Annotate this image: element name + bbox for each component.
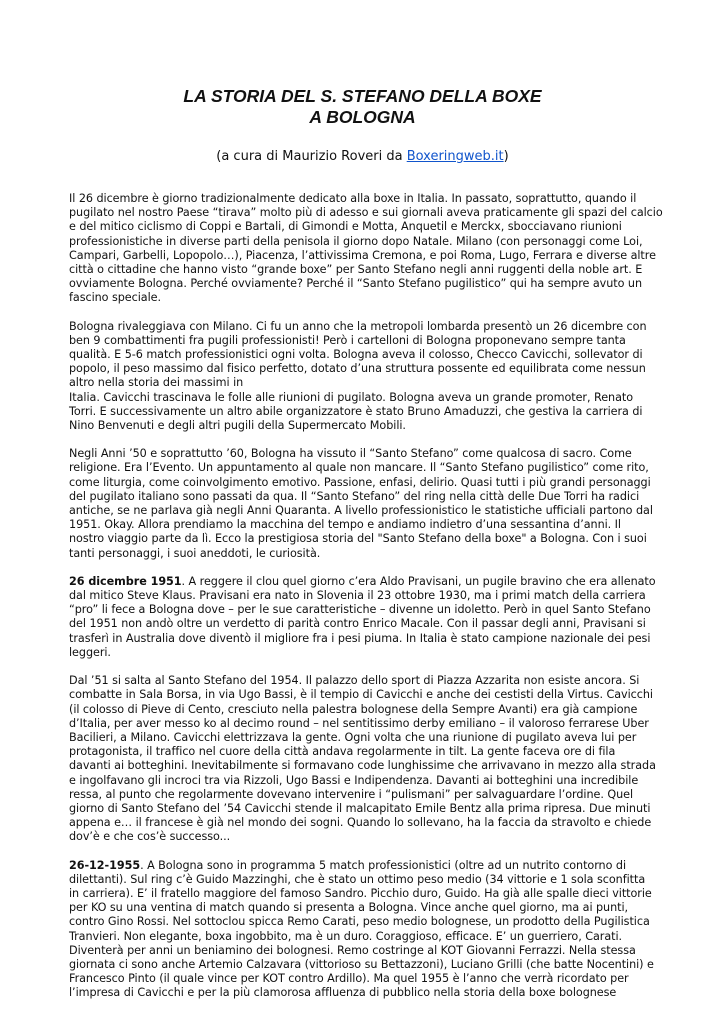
paragraph-line: dilettanti). Sul ring c’è Guido Mazzinghi, che è stato un ottimo peso medio (34 vittorie e 1 sola sconfitta — [69, 872, 646, 886]
paragraph-line: 26-12-1955. A Bologna sono in programma 5 match professionistici (oltre ad un nutrito contorno di — [69, 858, 627, 872]
credit-prefix: (a cura di Maurizio Roveri da — [216, 149, 407, 164]
article-paragraph — [69, 320, 659, 434]
paragraph-line: fascino speciale. — [69, 291, 161, 305]
paragraph-line: Campari, Garbelli, Lopopolo…), Piacenza, l’attivissima Cremona, e poi Roma, Lugo, Ferrara e diverse altre — [69, 248, 656, 262]
document-title-line-2: A BOLOGNA — [309, 107, 416, 127]
article-paragraph — [69, 575, 659, 660]
paragraph-line: ressa, al punto che regolarmente dovevano intervenire i “pulismani” per salvaguardare l’ordine. Quel — [69, 787, 634, 801]
paragraph-line: giorno di Santo Stefano del ’54 Cavicchi stende il malcapitato Emile Bentz alla prima ripresa. Due minuti — [69, 801, 651, 815]
paragraph-line: antiche, se ne parlava già negli Anni Quaranta. A livello professionistico le statistiche ufficiali partono dal — [69, 504, 653, 518]
paragraph-line: appena e… il francese è già nel mondo dei sogni. Quando lo sollevano, ha la faccia da stravolto e chiede — [69, 816, 652, 830]
article-paragraph — [69, 192, 663, 306]
paragraph-line: religione. Era l’Evento. Un appuntamento al quale non mancare. Il “Santo Stefano pugilistico” come rito, — [69, 461, 649, 475]
author-credit — [0, 148, 725, 166]
paragraph-line: 1951. Okay. Allora prendiamo la macchina del tempo e andiamo indietro d’una sessantina d’anni. Il — [69, 518, 621, 532]
paragraph-line: Dal ’51 si salta al Santo Stefano del 1954. Il palazzo dello sport di Piazza Azzarita non esiste ancora. Si — [69, 674, 640, 688]
paragraph-line: protagonista, il traffico nel cuore della città andava regolarmente in tilt. La gente faceva ore di fila — [69, 745, 616, 759]
paragraph-line: d’Italia, per aver messo ko al decimo round – nel sentitissimo derby emiliano – il valoroso ferrarese Uber — [69, 716, 649, 730]
paragraph-date-lead: 26-12-1955 — [69, 858, 141, 872]
source-link[interactable]: Boxeringweb.it — [406, 149, 504, 164]
paragraph-line: contro Gino Rossi. Nel sottoclou spicca Remo Carati, peso medio bolognese, un prodotto della Pugilistica — [69, 915, 650, 929]
paragraph-line: popolo, il peso massimo dal fisico perfetto, dotato d’una struttura possente ed equilibrata come nessun — [69, 362, 646, 376]
paragraph-line: 26 dicembre 1951. A reggere il clou quel giorno c’era Aldo Pravisani, un pugile bravino che era allenato — [69, 574, 656, 588]
paragraph-line: Bacilieri, a Milano. Cavicchi elettrizzava la gente. Ogni volta che una riunione di pugilato aveva lui per — [69, 730, 637, 744]
paragraph-line: davanti ai botteghini. Inevitabilmente si formavano code lunghissime che arrivavano in mezzo alla strada — [69, 759, 656, 773]
paragraph-line: Diventerà per anni un beniamino dei bolognesi. Remo costringe al KOT Giovanni Ferrazzi. Nella stessa — [69, 943, 636, 957]
paragraph-line: Tranvieri. Non elegante, boxa ingobbito, ma è un duro. Coraggioso, efficace. E’ un guerriero, Carati. — [69, 929, 623, 943]
paragraph-line: Bologna rivaleggiava con Milano. Ci fu un anno che la metropoli lombarda presentò un 26 dicembre con — [69, 319, 647, 333]
paragraph-line: come liturgia, come coinvolgimento emotivo. Passione, enfasi, delirio. Quasi tutti i più grandi personaggi — [69, 475, 651, 489]
paragraph-line: del pugilato italiano sono passati da qua. Il “Santo Stefano” del ring nella città delle Due Torri ha radici — [69, 489, 640, 503]
paragraph-line: pugilato nel nostro Paese “tirava” molto più di adesso e sui giornali aveva praticamente gli spazi del calcio — [69, 206, 663, 220]
article-body — [69, 192, 663, 1015]
article-paragraph — [69, 859, 659, 1001]
paragraph-line: Negli Anni ’50 e soprattutto ’60, Bologna ha vissuto il “Santo Stefano” come qualcosa di sacro. Come — [69, 447, 632, 461]
paragraph-line: leggeri. — [69, 645, 111, 659]
article-paragraph — [69, 674, 659, 844]
paragraph-line: l’impresa di Cavicchi e per la più clamorosa affluenza di pubblico nella storia della boxe bolognese — [69, 986, 617, 1000]
paragraph-line: in carriera). E’ il fratello maggiore del famoso Sandro. Picchio duro, Guido. Ha già alle spalle dieci vittorie — [69, 886, 652, 900]
paragraph-line: dal mitico Steve Klaus. Pravisani era nato in Slovenia il 23 ottobre 1930, ma i primi match della carriera — [69, 589, 646, 603]
paragraph-line: trasferì in Australia dove diventò il migliore fra i pesi piuma. In Italia è stato campione nazionale dei pesi — [69, 631, 651, 645]
paragraph-line: Il 26 dicembre è giorno tradizionalmente dedicato alla boxe in Italia. In passato, soprattutto, quando il — [69, 192, 637, 205]
document-title-line-1: LA STORIA DEL S. STEFANO DELLA BOXE — [183, 86, 542, 106]
paragraph-line: ben 9 combattimenti fra pugili professionisti! Però i cartelloni di Bologna proponevano sempre tanta — [69, 333, 626, 347]
paragraph-line: giornata ci sono anche Artemio Calzavara (vittorioso su Bettazzoni), Luciano Grilli (che batte Nocentini) e — [69, 957, 654, 971]
paragraph-line: del 1951 non andò oltre un verdetto di parità contro Enrico Macale. Con il passar degli anni, Pravisani si — [69, 617, 646, 631]
paragraph-line: altro nella storia dei massimi in — [69, 376, 244, 390]
credit-suffix: ) — [503, 149, 509, 164]
paragraph-date-lead: 26 dicembre 1951 — [69, 574, 182, 588]
paragraph-line: professionistiche in diverse parti della penisola il giorno dopo Natale. Milano (con personaggi come Loi, — [69, 234, 643, 248]
paragraph-line: qualità. E 5-6 match professionistici ogni volta. Bologna aveva il colosso, Checco Cavicchi, sollevator di — [69, 348, 643, 362]
paragraph-line: Nino Benvenuti e degli altri pugili della Supermercato Mobili. — [69, 419, 406, 433]
paragraph-line: “pro” li fece a Bologna dove – per le sue caratteristiche – divenne un idoletto. Però in quel Santo Stefano — [69, 603, 651, 617]
paragraph-line: nostro viaggio parte da lì. Ecco la prestigiosa storia del "Santo Stefano della boxe" a Bologna. Con i suoi — [69, 532, 647, 546]
paragraph-line: e ingolfavano gli incroci tra via Rizzoli, Ugo Bassi e Indipendenza. Davanti ai botteghini una incredibile — [69, 773, 639, 787]
paragraph-line: combatte in Sala Borsa, in via Ugo Bassi, è il tempio di Cavicchi e anche dei cestisti della Virtus. Cavicchi — [69, 688, 653, 702]
paragraph-line: dov’è e che cos’è successo... — [69, 830, 231, 844]
paragraph-line: ovviamente Bologna. Perché ovviamente? Perché il “Santo Stefano pugilistico” qui ha sempre avuto un — [69, 277, 642, 291]
paragraph-line: Italia. Cavicchi trascinava le folle alle riunioni di pugilato. Bologna aveva un grande promoter, Renato — [69, 390, 634, 404]
paragraph-line: città o cittadine che hanno visto “grande boxe” per Santo Stefano negli anni ruggenti della noble art. E — [69, 263, 643, 277]
paragraph-line: (il colosso di Pieve di Cento, cresciuto nella palestra bolognese della Sempre Avanti) era già campione — [69, 702, 638, 716]
article-paragraph — [69, 447, 659, 561]
paragraph-line: per KO su una ventina di match quando si presenta a Bologna. Vince anche quel giorno, ma ai punti, — [69, 901, 629, 915]
paragraph-line: tanti personaggi, i suoi aneddoti, le curiosità. — [69, 546, 321, 560]
paragraph-line: e del mitico ciclismo di Coppi e Bartali, di Gimondi e Motta, Anquetil e Merckx, sbocciavano riunioni — [69, 220, 622, 234]
paragraph-line: Francesco Pinto (il quale vince per KOT contro Ardillo). Ma quel 1955 è l’anno che verrà ricordato per — [69, 972, 629, 986]
paragraph-line: Torri. E successivamente un altro abile organizzatore è stato Bruno Amaduzzi, che gestiva la carriera di — [69, 404, 643, 418]
